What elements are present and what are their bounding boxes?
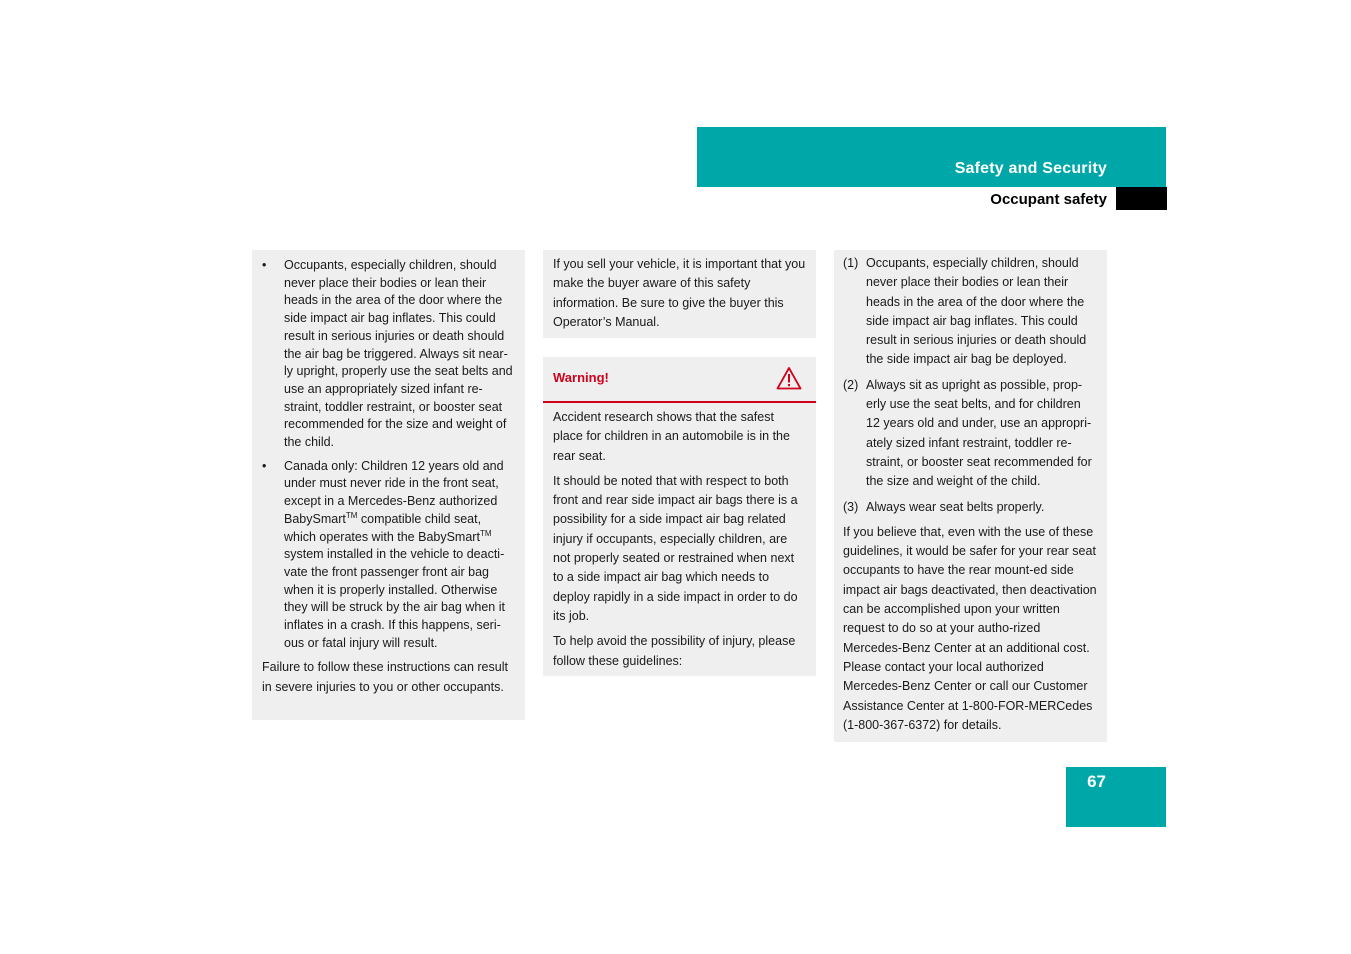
left-column (252, 250, 525, 720)
page-number: 67 (1087, 772, 1106, 791)
guideline-number: (1) (843, 256, 859, 270)
warning-header (543, 357, 816, 403)
warning-triangle-icon (776, 366, 802, 390)
guideline-text: Always wear seat belts properly. (866, 499, 1045, 514)
guideline-number: (2) (843, 377, 859, 392)
warning-paragraph: Accident research shows that the safest place for children in an automobile is in the rear seat. (553, 410, 790, 463)
deactivation-paragraph: If you believe that, even with the use of these guidelines, it would be safer for your rear seat occupants to have the rear mount-ed side impact air bags deactivated, then deactivation can be accomplished upon your written request to do so at your autho-rized Mercedes-Benz Center at an additional cost. Please contact your local authorized Mercedes-Benz Center or call our Customer Assistance Center at 1-800-FOR-MERCedes (1-800-367-6372) for details. (843, 524, 1097, 732)
guideline-item (843, 498, 1097, 517)
bullet-item (262, 458, 515, 653)
section-title: Safety and Security (954, 160, 1107, 177)
warning-box (543, 357, 816, 676)
warning-paragraph: It should be noted that with respect to both front and rear side impact air bags there is a possibility for a side impact air bag related injury if occupants, especially children, are not properly seated or restrained when next to a side impact air bag which needs to deploy rapidly in a side impact in order to do its job. (553, 473, 798, 623)
sell-vehicle-text: If you sell your vehicle, it is important that you make the buyer aware of this safety information. Be sure to give the buyer this Operator’s Manual. (553, 257, 806, 329)
trademark-mark: TM (479, 528, 492, 538)
section-header-bar (697, 127, 1166, 187)
bullet-text-part: system installed in the vehicle to deacti-vate the front passenger front air bag when it is properly installed. Otherwise they will be struck by the air bag when it inflates in a crash. If this happens, seri-ous or fatal injury will result. (284, 547, 505, 650)
warning-paragraph: To help avoid the possibility of injury, please follow these guidelines: (553, 634, 796, 668)
page-number-box (1066, 767, 1166, 827)
guideline-text: Always sit as upright as possible, prop-erly use the seat belts, and for children 12 years old and under, use an appropri-ately sized infant restraint, toddler re-straint, or booster seat recommended for the size and weight of the child. (866, 377, 1092, 489)
guideline-number: (3) (843, 499, 859, 514)
warning-body (543, 403, 816, 671)
bullet-item (262, 257, 515, 452)
section-tab-marker (1116, 187, 1167, 210)
guideline-item (843, 376, 1097, 492)
bullet-text (284, 458, 515, 653)
left-column-footer: Failure to follow these instructions can result in severe injuries to you or other occupants. (262, 660, 508, 694)
warning-title: Warning! (553, 370, 609, 385)
right-column (834, 250, 1107, 742)
bullet-marker: • (262, 258, 267, 272)
bullet-marker: • (262, 458, 267, 473)
subsection-title: Occupant safety (990, 191, 1107, 208)
guideline-text: Occupants, especially children, should never place their bodies or lean their heads in the area of the door where the side impact air bag inflates. This could result in serious injuries or death should the side impact air bag be deployed. (866, 256, 1087, 367)
bullet-text: Occupants, especially children, should never place their bodies or lean their heads in the area of the door where the side impact air bag inflates. This could result in serious injuries or death should the air bag be triggered. Always sit near-ly upright, properly use the seat belts and use an appropriately sized infant re-straint, toddler restraint, or booster seat recommended for the size and weight of the child. (284, 258, 513, 450)
sell-vehicle-note (543, 250, 816, 338)
bullet-text-part: compatible child seat, which operates with the BabySmart (284, 511, 482, 544)
bullet-text-part: Canada only: Children 12 years old and under must never ride in the front seat, except in a Mercedes-Benz authorized BabySmart (284, 458, 504, 526)
trademark-mark: TM (345, 510, 358, 520)
guideline-item (843, 254, 1097, 370)
